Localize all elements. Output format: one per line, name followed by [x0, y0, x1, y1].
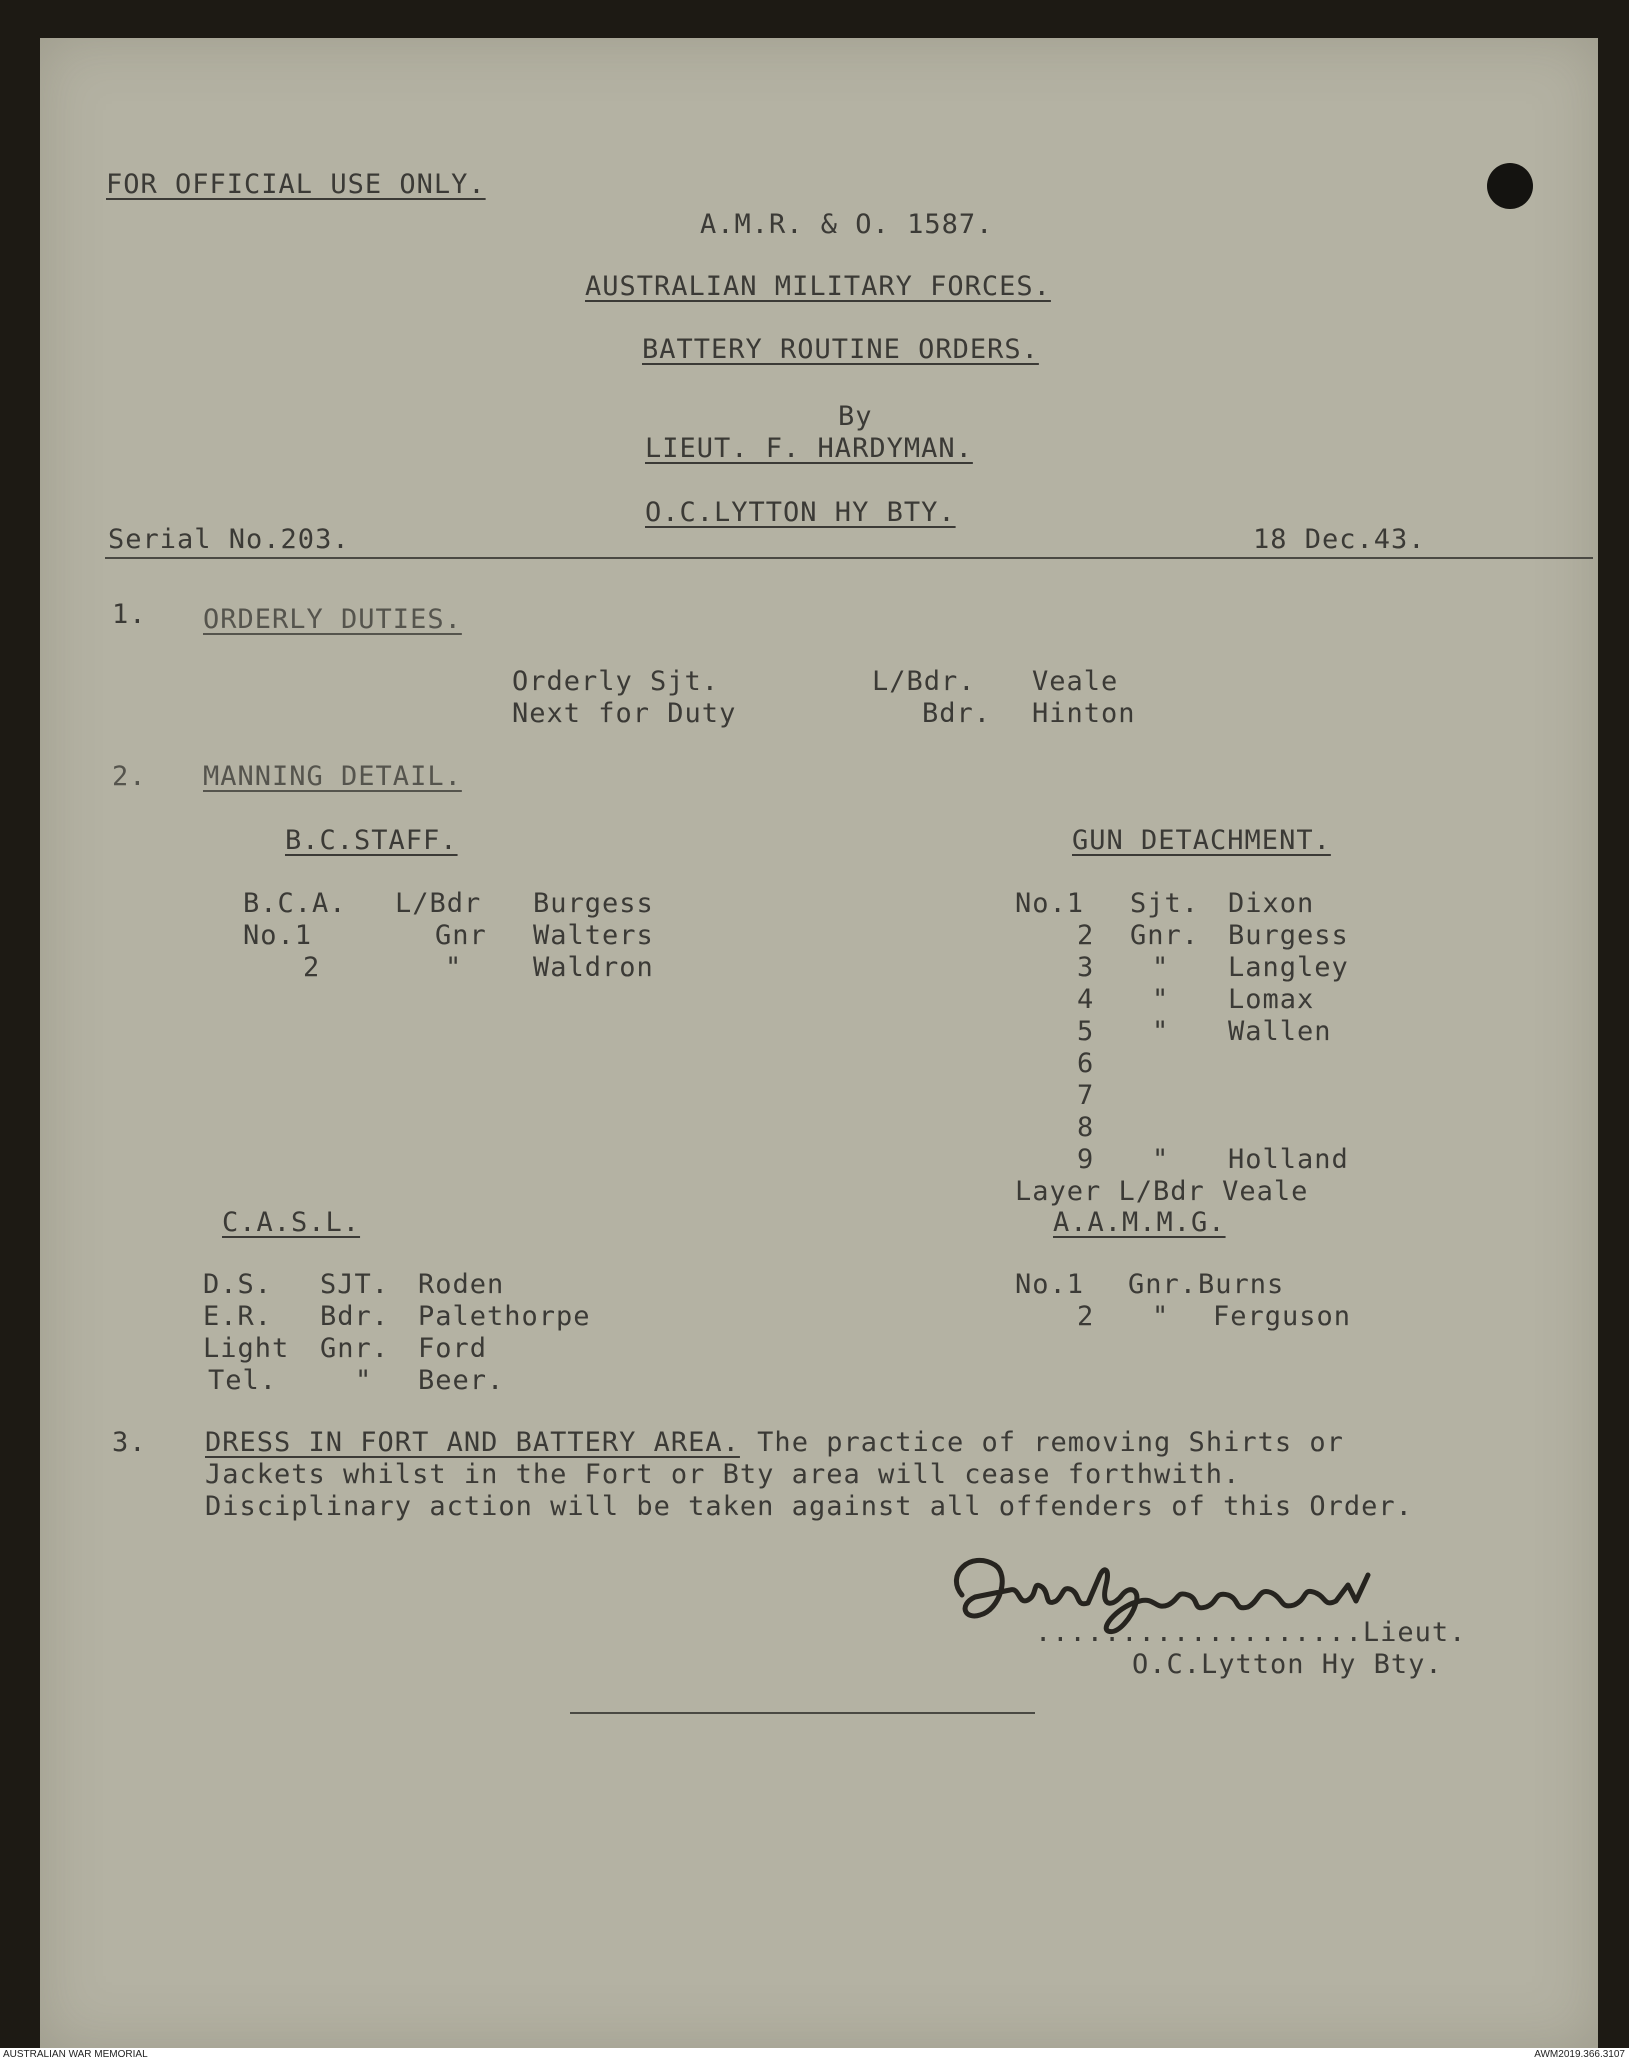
aammg-no: No.1	[1015, 1269, 1085, 1300]
section-3-line-3: Disciplinary action will be taken against all offenders of this Order.	[205, 1491, 1413, 1522]
bc-staff-rank: "	[445, 952, 463, 983]
gun-detachment-name: Wallen	[1228, 1016, 1332, 1047]
gun-detachment-name: Lomax	[1228, 984, 1315, 1015]
bc-staff-post: B.C.A.	[243, 888, 347, 919]
closing-rule	[570, 1712, 1035, 1714]
bc-staff-rank: Gnr	[435, 920, 487, 951]
bc-staff-post: No.1	[243, 920, 313, 951]
gun-detachment-name: Dixon	[1228, 888, 1315, 919]
gun-detachment-no: 8	[1077, 1112, 1095, 1143]
section-3-text: The practice of removing Shirts or	[739, 1427, 1344, 1458]
casl-name: Palethorpe	[418, 1301, 591, 1332]
gun-detachment-no: 7	[1077, 1080, 1095, 1111]
gun-detachment-heading: GUN DETACHMENT.	[1072, 825, 1331, 856]
gun-detachment-rank: Gnr.	[1130, 920, 1200, 951]
aammg-name: Ferguson	[1213, 1301, 1352, 1332]
section-2-number: 2.	[112, 761, 147, 792]
duty-rank: L/Bdr.	[872, 666, 976, 697]
casl-post: E.R.	[203, 1301, 273, 1332]
bc-staff-name: Waldron	[533, 952, 654, 983]
issuing-officer: LIEUT. F. HARDYMAN.	[645, 433, 973, 464]
casl-heading: C.A.S.L.	[222, 1207, 361, 1238]
duty-role: Next for Duty	[512, 698, 737, 729]
aammg-no: 2	[1077, 1301, 1095, 1332]
gun-detachment-no: No.1	[1015, 888, 1085, 919]
punch-hole	[1487, 163, 1533, 209]
gun-detachment-no: 2	[1077, 920, 1095, 951]
bc-staff-name: Burgess	[533, 888, 654, 919]
gun-detachment-name: Langley	[1228, 952, 1349, 983]
footer-left: AUSTRALIAN WAR MEMORIAL	[3, 2049, 148, 2060]
gun-detachment-name: Burgess	[1228, 920, 1349, 951]
aammg-name: Burns	[1198, 1269, 1285, 1300]
reference-number: A.M.R. & O. 1587.	[700, 209, 994, 240]
gun-detachment-rank: "	[1152, 952, 1170, 983]
casl-rank: SJT.	[320, 1269, 390, 1300]
gun-detachment-rank: Sjt.	[1130, 888, 1200, 919]
casl-post: D.S.	[203, 1269, 273, 1300]
gun-detachment-rank: "	[1152, 1016, 1170, 1047]
footer-right: AWM2019.366.3107	[1534, 2049, 1625, 2060]
section-3-line-2: Jackets whilst in the Fort or Bty area will cease forthwith.	[205, 1459, 1241, 1490]
signature-dots-rank: ...................Lieut.	[1035, 1617, 1467, 1648]
duty-name: Veale	[1032, 666, 1119, 697]
casl-rank: Gnr.	[320, 1333, 390, 1364]
gun-detachment-layer: Layer L/Bdr Veale	[1015, 1176, 1309, 1207]
serial-number: Serial No.203.	[108, 524, 350, 555]
gun-detachment-no: 4	[1077, 984, 1095, 1015]
casl-post: Tel.	[208, 1365, 278, 1396]
section-2-heading: MANNING DETAIL.	[203, 761, 462, 792]
casl-name: Ford	[418, 1333, 488, 1364]
section-3-heading: DRESS IN FORT AND BATTERY AREA.	[205, 1427, 740, 1458]
header-rule	[105, 557, 1593, 559]
by-label: By	[838, 401, 873, 432]
gun-detachment-name: Holland	[1228, 1144, 1349, 1175]
force-heading: AUSTRALIAN MILITARY FORCES.	[585, 271, 1051, 302]
gun-detachment-no: 5	[1077, 1016, 1095, 1047]
aammg-heading: A.A.M.M.G.	[1053, 1207, 1226, 1238]
casl-post: Light	[203, 1333, 290, 1364]
bc-staff-post: 2	[303, 952, 321, 983]
signature-unit: O.C.Lytton Hy Bty.	[1132, 1649, 1443, 1680]
section-1-number: 1.	[112, 599, 147, 630]
aammg-rank: "	[1152, 1301, 1170, 1332]
gun-detachment-no: 3	[1077, 952, 1095, 983]
duty-name: Hinton	[1032, 698, 1136, 729]
casl-name: Roden	[418, 1269, 505, 1300]
gun-detachment-rank: "	[1152, 1144, 1170, 1175]
bc-staff-name: Walters	[533, 920, 654, 951]
section-3-number: 3.	[112, 1427, 147, 1458]
aammg-rank: Gnr.	[1128, 1269, 1198, 1300]
section-3-line-1	[205, 1428, 1344, 1458]
classification-label: FOR OFFICIAL USE ONLY.	[106, 169, 486, 200]
section-1-heading: ORDERLY DUTIES.	[203, 604, 462, 635]
issuing-unit: O.C.LYTTON HY BTY.	[645, 497, 956, 528]
order-date: 18 Dec.43.	[1253, 524, 1426, 555]
archive-footer	[0, 2048, 1629, 2061]
document-title: BATTERY ROUTINE ORDERS.	[642, 334, 1039, 365]
gun-detachment-no: 9	[1077, 1144, 1095, 1175]
duty-rank: Bdr.	[922, 698, 992, 729]
duty-role: Orderly Sjt.	[512, 666, 720, 697]
gun-detachment-rank: "	[1152, 984, 1170, 1015]
casl-rank: "	[355, 1365, 373, 1396]
bc-staff-heading: B.C.STAFF.	[285, 825, 458, 856]
casl-name: Beer.	[418, 1365, 505, 1396]
casl-rank: Bdr.	[320, 1301, 390, 1332]
gun-detachment-no: 6	[1077, 1048, 1095, 1079]
bc-staff-rank: L/Bdr	[395, 888, 482, 919]
